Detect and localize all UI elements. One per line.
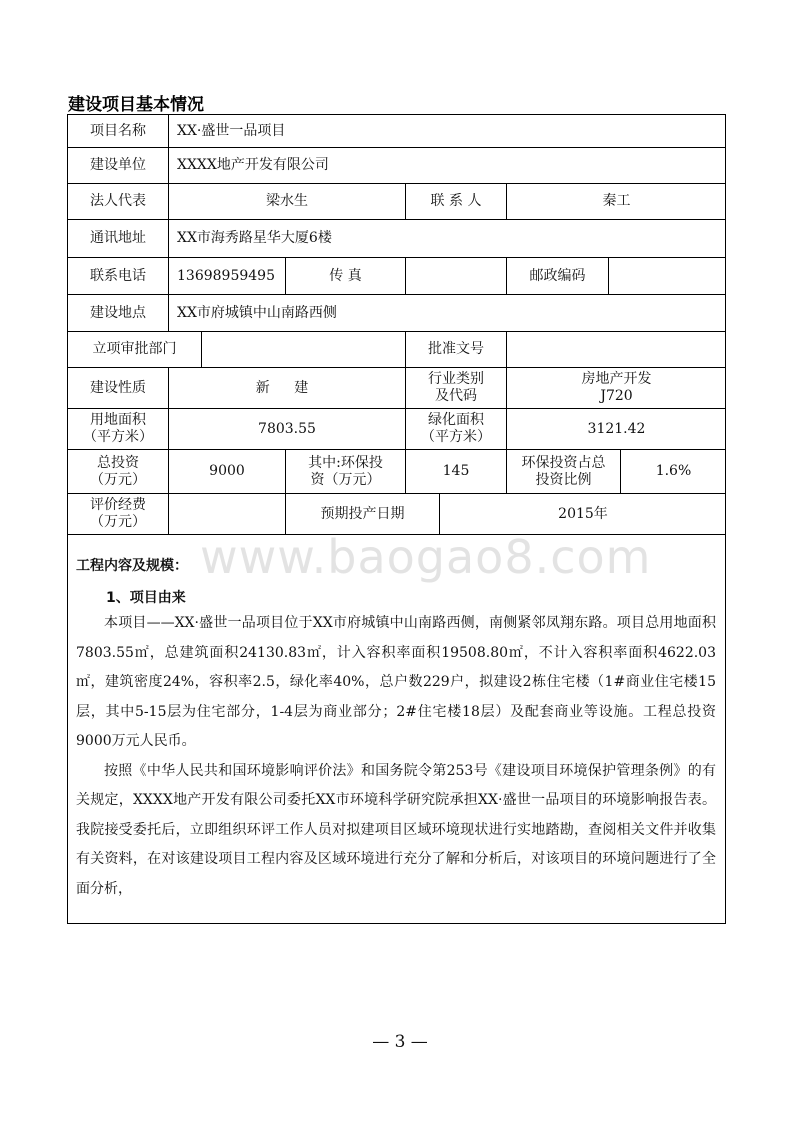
unit-label: 建设单位 bbox=[68, 148, 169, 184]
total-invest-value: 9000 bbox=[169, 450, 286, 494]
industry-label: 行业类别 及代码 bbox=[406, 368, 507, 409]
unit-value: XXXX地产开发有限公司 bbox=[169, 148, 726, 184]
page-number: — 3 — bbox=[372, 1032, 428, 1052]
site-label: 建设地点 bbox=[68, 295, 169, 332]
env-invest-value: 145 bbox=[406, 450, 507, 494]
postcode-value bbox=[609, 258, 726, 295]
project-name-value: XX·盛世一品项目 bbox=[169, 115, 726, 148]
legal-rep-label: 法人代表 bbox=[68, 184, 169, 220]
approval-dept-value bbox=[202, 332, 406, 368]
env-invest-label: 其中:环保投 资（万元） bbox=[286, 450, 406, 494]
nature-label: 建设性质 bbox=[68, 368, 169, 409]
total-invest-label: 总投资 （万元） bbox=[68, 450, 169, 494]
approval-dept-label: 立项审批部门 bbox=[68, 332, 202, 368]
address-label: 通讯地址 bbox=[68, 220, 169, 258]
eval-fee-label: 评价经费 （万元） bbox=[68, 494, 169, 535]
phone-value: 13698959495 bbox=[169, 258, 286, 295]
land-area-value: 7803.55 bbox=[169, 409, 406, 450]
site-value: XX市府城镇中山南路西侧 bbox=[169, 295, 726, 332]
expected-date-label: 预期投产日期 bbox=[286, 494, 440, 535]
content-sub-heading: 1、项目由来 bbox=[106, 590, 186, 606]
industry-value: 房地产开发 J720 bbox=[507, 368, 726, 409]
paragraph-1: 本项目——XX·盛世一品项目位于XX市府城镇中山南路西侧，南侧紧邻凤翔东路。项目总用地面积7803.55㎡，总建筑面积24130.83㎡，计入容积率面积19508.80㎡，不计入容积率面积4622.03㎡，建筑密度24%，容积率2.5，绿化率40%，总户数229户，拟建设2栋住宅楼（1#商业住宅楼15层，其中5-15层为住宅部分，1-4层为商业部分；2#住宅楼18层）及配套商业等设施。工程总投资9000万元人民币。 bbox=[76, 615, 716, 749]
env-ratio-label: 环保投资占总 投资比例 bbox=[507, 450, 621, 494]
content-section bbox=[76, 555, 716, 904]
approval-no-value bbox=[507, 332, 726, 368]
contact-value: 秦工 bbox=[507, 184, 726, 220]
land-area-label: 用地面积 （平方米） bbox=[68, 409, 169, 450]
watermark: www.baogao8.com bbox=[200, 530, 652, 584]
green-area-value: 3121.42 bbox=[507, 409, 726, 450]
section-title: 建设项目基本情况 bbox=[68, 95, 204, 115]
address-value: XX市海秀路星华大厦6楼 bbox=[169, 220, 726, 258]
phone-label: 联系电话 bbox=[68, 258, 169, 295]
contact-label: 联 系 人 bbox=[406, 184, 507, 220]
nature-value: 新 建 bbox=[169, 368, 406, 409]
postcode-label: 邮政编码 bbox=[507, 258, 609, 295]
eval-fee-value bbox=[169, 494, 286, 535]
project-name-label: 项目名称 bbox=[68, 115, 169, 148]
legal-rep-value: 梁水生 bbox=[169, 184, 406, 220]
expected-date-value: 2015年 bbox=[440, 494, 726, 535]
fax-value bbox=[406, 258, 507, 295]
approval-no-label: 批准文号 bbox=[406, 332, 507, 368]
paragraph-2: 按照《中华人民共和国环境影响评价法》和国务院令第253号《建设项目环境保护管理条例》的有关规定，XXXX地产开发有限公司委托XX市环境科学研究院承担XX·盛世一品项目的环境影响报告表。我院接受委托后，立即组织环评工作人员对拟建项目区域环境现状进行实地踏勘，查阅相关文件并收集有关资料，在对该建设项目工程内容及区域环境进行充分了解和分析后，对该项目的环境问题进行了全面分析， bbox=[76, 762, 716, 897]
content-heading: 工程内容及规模： bbox=[76, 558, 188, 574]
fax-label: 传 真 bbox=[286, 258, 406, 295]
env-ratio-value: 1.6% bbox=[621, 450, 726, 494]
green-area-label: 绿化面积 （平方米） bbox=[406, 409, 507, 450]
